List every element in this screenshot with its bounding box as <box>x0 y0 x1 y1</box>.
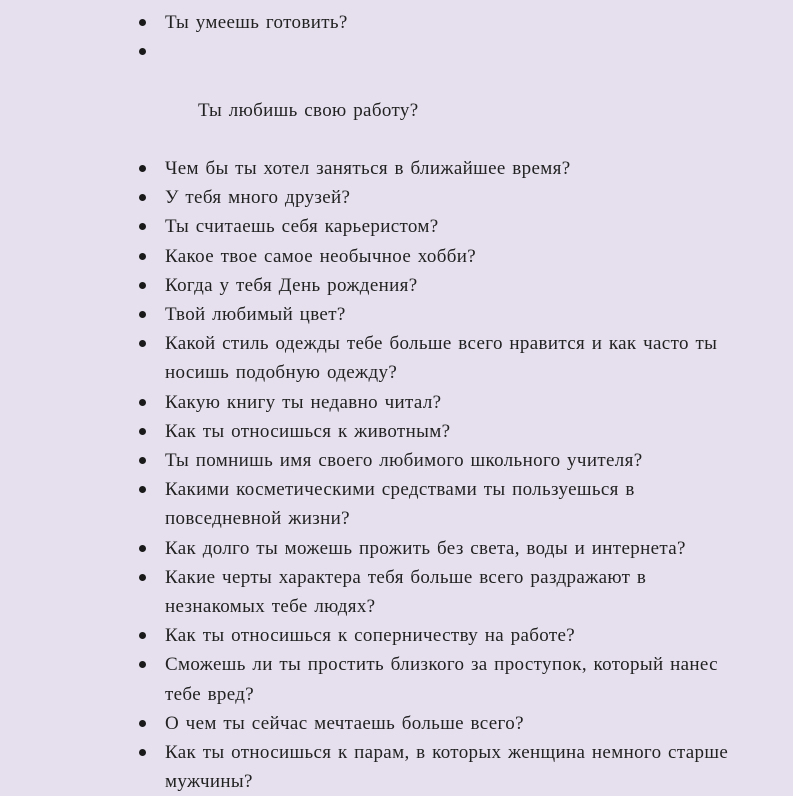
question-text: Как ты относишься к парам, в которых женщина немного старше мужчины? <box>165 742 729 793</box>
question-text: Когда у тебя День рождения? <box>165 274 418 296</box>
question-text: Какой стиль одежды тебе больше всего нравится и как часто ты носишь подобную одежду? <box>165 333 718 384</box>
bullet-icon <box>139 428 146 435</box>
question-text: Как долго ты можешь прожить без света, воды и интернета? <box>165 537 686 559</box>
list-item <box>138 300 748 329</box>
list-item <box>138 212 748 241</box>
bullet-icon <box>139 282 146 289</box>
question-text: Как ты относишься к соперничеству на работе? <box>165 625 576 647</box>
list-item <box>138 475 748 533</box>
list-item <box>138 650 748 708</box>
list-item <box>138 154 748 183</box>
list-item <box>138 563 748 621</box>
list-item <box>138 183 748 212</box>
list-item <box>138 8 748 37</box>
list-item <box>138 329 748 387</box>
bullet-icon <box>139 661 146 668</box>
bullet-icon <box>139 194 146 201</box>
question-text: Ты умеешь готовить? <box>165 12 348 33</box>
list-item <box>138 271 748 300</box>
list-item <box>138 621 748 650</box>
bullet-icon <box>139 223 146 230</box>
question-text: Ты считаешь себя карьеристом? <box>165 216 439 238</box>
question-text: Какую книгу ты недавно читал? <box>165 391 442 413</box>
bullet-icon <box>139 632 146 639</box>
list-item <box>138 709 748 738</box>
list-item <box>138 388 748 417</box>
bullet-icon <box>139 48 146 55</box>
question-text: У тебя много друзей? <box>165 187 351 209</box>
bullet-icon <box>139 340 146 347</box>
question-text: Какое твое самое необычное хобби? <box>165 245 477 267</box>
question-text: Какие черты характера тебя больше всего раздражают в незнакомых тебе людях? <box>165 566 647 618</box>
bullet-icon <box>139 311 146 318</box>
bullet-icon <box>139 457 146 464</box>
bullet-icon <box>139 165 146 172</box>
question-text: Чем бы ты хотел заняться в ближайшее время? <box>165 158 571 180</box>
bullet-icon <box>139 749 146 756</box>
list-item <box>138 738 748 796</box>
list-item <box>138 242 748 271</box>
bullet-icon <box>139 720 146 727</box>
question-text: Твой любимый цвет? <box>165 304 346 326</box>
question-text: О чем ты сейчас мечтаешь больше всего? <box>165 712 524 734</box>
question-text: Как ты относишься к животным? <box>165 420 451 442</box>
question-text: Какими косметическими средствами ты пользуешься в повседневной жизни? <box>165 479 635 530</box>
list-item <box>138 417 748 446</box>
question-list <box>138 8 748 796</box>
list-item <box>138 534 748 563</box>
question-text: Ты помнишь имя своего любимого школьного учителя? <box>165 450 643 472</box>
list-item <box>138 37 748 154</box>
list-item <box>138 446 748 475</box>
question-text: Ты любишь свою работу? <box>191 99 419 121</box>
bullet-icon <box>139 19 146 26</box>
bullet-icon <box>139 574 146 581</box>
bullet-icon <box>139 253 146 260</box>
bullet-icon <box>139 545 146 552</box>
bullet-icon <box>139 486 146 493</box>
question-text: Сможешь ли ты простить близкого за проступок, который нанес тебе вред? <box>165 654 718 705</box>
bullet-icon <box>139 399 146 406</box>
